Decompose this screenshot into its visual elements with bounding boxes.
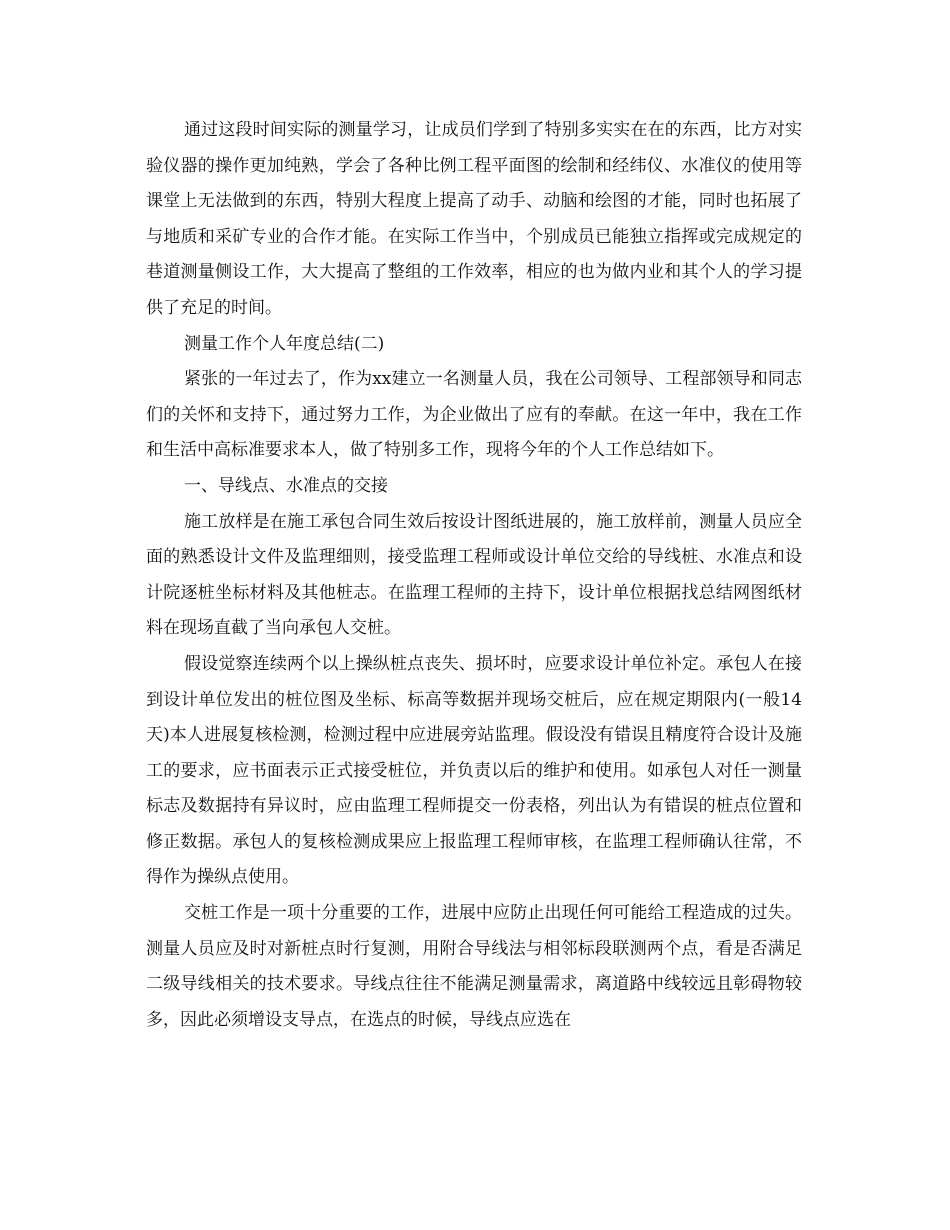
paragraph-year-intro: 紧张的一年过去了，作为xx建立一名测量人员，我在公司领导、工程部领导和同志们的关怀和支持下，通过努力工作，为企业做出了应有的奉献。在这一年中，我在工作和生活中高标准要求本人，做了特别多工作，现将今年的个人工作总结如下。: [146, 369, 802, 461]
paragraph-survey-learning: 通过这段时间实际的测量学习，让成员们学到了特别多实实在在的东西，比方对实验仪器的操作更加纯熟，学会了各种比例工程平面图的绘制和经纬仪、水准仪的使用等课堂上无法做到的东西，特别大程度上提高了动手、动脑和绘图的才能，同时也拓展了与地质和采矿专业的合作才能。在实际工作当中，个别成员已能独立指挥或完成规定的巷道测量侧设工作，大大提高了整组的工作效率，相应的也为做内业和其个人的学习提供了充足的时间。: [146, 120, 802, 318]
paragraph-construction-layout: 施工放样是在施工承包合同生效后按设计图纸进展的，施工放样前，测量人员应全面的熟悉设计文件及监理细则，接受监理工程师或设计单位交给的导线桩、水准点和设计院逐桩坐标材料及其他桩志。在监理工程师的主持下，设计单位根据找总结网图纸材料在现场直截了当向承包人交桩。: [146, 511, 802, 639]
paragraph-lost-control-points: 假设觉察连续两个以上操纵桩点丧失、损坏时，应要求设计单位补定。承包人在接到设计单位发出的桩位图及坐标、标高等数据并现场交桩后，应在规定期限内(一般14天)本人进展复核检测，检测过程中应进展旁站监理。假设没有错误且精度符合设计及施工的要求，应书面表示正式接受桩位，并负责以后的维护和使用。如承包人对任一测量标志及数据持有异议时，应由监理工程师提交一份表格，列出认为有错误的桩点位置和修正数据。承包人的复核检测成果应上报监理工程师审核，在监理工程师确认往常，不得作为操纵点使用。: [146, 653, 802, 888]
section-title-annual-summary-2: 测量工作个人年度总结(二): [184, 333, 385, 354]
section-heading-handover: 一、导线点、水准点的交接: [184, 475, 388, 496]
document-body: [146, 113, 802, 1038]
paragraph-handover-importance: 交桩工作是一项十分重要的工作，进展中应防止出现任何可能给工程造成的过失。测量人员应及时对新桩点时行复测，用附合导线法与相邻标段联测两个点，看是否满足二级导线相关的技术要求。导线点往往不能满足测量需求，离道路中线较远且彰碍物较多，因此必须增设支导点，在选点的时候，导线点应选在: [146, 903, 802, 1030]
